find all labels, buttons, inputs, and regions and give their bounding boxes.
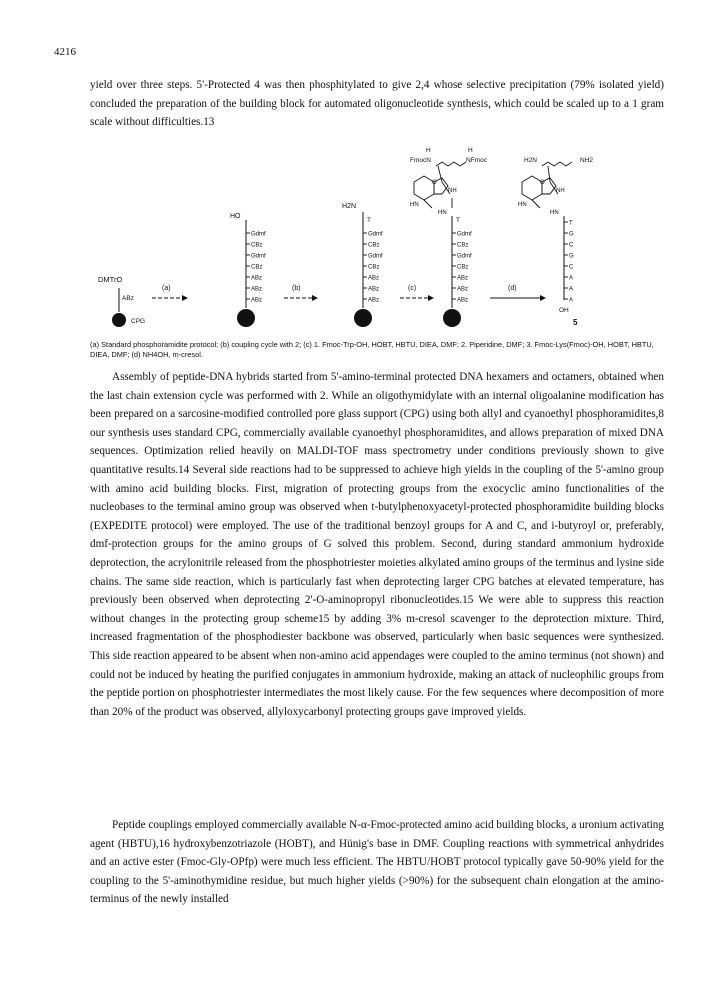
chain3-base-2: Gdmf <box>457 253 472 260</box>
free-peptide-left: H2N <box>524 157 538 164</box>
cpg-bead-3 <box>354 309 372 327</box>
chain2-base-4: ABz <box>368 275 380 282</box>
chain1-base-5: ABz <box>251 286 263 293</box>
free-nh-label: NH <box>556 188 565 194</box>
chain1-top-label: HO <box>230 213 241 220</box>
oligo-chain-3 <box>410 147 488 327</box>
arrow-a <box>152 285 188 301</box>
chain3-base-3: CBz <box>457 264 469 271</box>
final-base-5: A <box>569 275 574 282</box>
chain1-base-4: ABz <box>251 275 263 282</box>
protected-peptide-right: NFmoc <box>466 157 487 164</box>
chain1-base-0: Gdmf <box>251 231 266 238</box>
chain1-base-2: Gdmf <box>251 253 266 260</box>
chain2-base-0: Gdmf <box>368 231 383 238</box>
chain2-base-3: CBz <box>368 264 380 271</box>
oligo-chain-2 <box>342 203 383 327</box>
chain2-base-2: Gdmf <box>368 253 383 260</box>
start-base: ABz <box>122 295 134 302</box>
free-peptide-right: NH2 <box>580 157 594 164</box>
final-oh: OH <box>559 307 569 314</box>
chain3-thymine: T <box>456 217 460 224</box>
free-hn-top: HN <box>518 202 527 208</box>
chain2-base-6: ABz <box>368 297 380 304</box>
final-base-4: C <box>569 264 574 271</box>
final-base-3: G <box>569 253 574 260</box>
start-compound <box>98 275 145 327</box>
reaction-scheme <box>80 142 640 338</box>
oligo-chain-1 <box>230 213 266 327</box>
cpg-bead-1 <box>112 313 126 327</box>
cpg-bead-4 <box>443 309 461 327</box>
protected-peptide-left: FmocN <box>410 157 431 164</box>
protected-hn-top: HN <box>410 202 419 208</box>
protected-peptide-h-right: H <box>468 147 473 154</box>
chain1-base-1: CBz <box>251 242 263 249</box>
chain2-thymine: T <box>367 217 371 224</box>
free-o-label: O <box>540 180 545 186</box>
chain3-base-5: ABz <box>457 286 469 293</box>
arrow-c <box>400 285 434 301</box>
protected-hn-bottom: HN <box>438 210 447 216</box>
chain1-base-6: ABz <box>251 297 263 304</box>
chain2-base-1: CBz <box>368 242 380 249</box>
arrow-d <box>490 285 546 301</box>
step-d-label: (d) <box>508 285 517 292</box>
chain2-base-5: ABz <box>368 286 380 293</box>
compound-number: 5 <box>573 318 578 327</box>
final-base-7: A <box>569 297 574 304</box>
final-base-6: A <box>569 286 574 293</box>
protected-o-label: O <box>432 180 437 186</box>
chain3-base-1: CBz <box>457 242 469 249</box>
intro-paragraph: yield over three steps. 5'-Protected 4 was then phosphitylated to give 2,4 whose selective precipitation (79% isolated yield) concluded the preparation of the building block for automated oligonucleotide synthesis, which could be scaled up to a 1 gram scale without difficulties.13 <box>90 79 664 129</box>
step-b-label: (b) <box>292 285 301 292</box>
step-a-label: (a) <box>162 285 171 292</box>
final-base-1: G <box>569 231 574 238</box>
arrow-b <box>284 285 318 301</box>
scheme-caption: (a) Standard phosphoramidite protocol; (b) coupling cycle with 2; (c) 1. Fmoc-Trp-OH, HOBT, HBTU, DIEA, DMF; 2. Piperidine, DMF; 3. Fmoc-Lys(Fmoc)-OH, HOBT, HBTU, DIEA, DMF; (d) NH4OH, m-cresol. <box>90 340 654 359</box>
body-paragraph-2: Peptide couplings employed commercially available N-α-Fmoc-protected amino acid building blocks, a uronium activating agent (HBTU),16 hydroxybenzotriazole (HOBT), and Hünig's base in DMF. Coupling reactions with symmetrical anhydrides and an active ester (Fmoc-Gly-OPfp) were much less efficient. The HBTU/HOBT protocol typically gave 50-90% yield for the coupling to the 5'-aminothymidine residue, but much higher yields (>90%) for the subsequent chain elongation at the amino-terminus of the newly installed <box>90 819 664 906</box>
page-number: 4216 <box>54 46 76 58</box>
final-product <box>518 157 593 327</box>
chain2-top-label: H2N <box>342 203 357 210</box>
final-base-0: T <box>569 220 573 227</box>
final-base-2: C <box>569 242 574 249</box>
chain3-base-6: ABz <box>457 297 469 304</box>
protected-peptide-h-left: H <box>426 147 431 154</box>
chain3-base-0: Gdmf <box>457 231 472 238</box>
start-label: DMTrO <box>98 275 123 284</box>
cpg-bead-2 <box>237 309 255 327</box>
cpg-label: CPG <box>131 318 146 325</box>
body-paragraph-1: Assembly of peptide-DNA hybrids started from 5'-amino-terminal protected DNA hexamers and octamers, obtained when the last chain extension cycle was performed with 2. While an oligothymidylate with an internal oligoalanine modification has been prepared on a sarcosine-modified controlled pore glass support (CPG) using both allyl and cyanoethyl phosphoramidites,8 our synthesis uses standard CPG, commercially available cyanoethyl phosphoramidites, and allows preparation of mixed DNA sequences. Optimization relied heavily on MALDI-TOF mass spectrometry under conditions previously shown to give quantitative results.14 Several side reactions had to be suppressed to achieve high yields in the coupling of the 5'-amino group with amino acid building blocks. First, migration of protecting groups from the exocyclic amino functionalities of the nucleobases to the terminal amino group was observed when t-butylphenoxyacetyl-protected phosphoramidite building blocks (EXPEDITE protocol) were employed. The use of the traditional benzoyl groups for A and C, and i-butyroyl or, preferably, dmf-protection groups for the amino groups of G solved this problem. Second, during standard ammonium hydroxide deprotection, the acrylonitrile released from the phosphotriester moieties alkylated amino groups of the terminus and lysine side chains. The same side reaction, which is particularly fast when deprotecting larger CPG batches at elevated temperature, has previously been observed when deprotecting 2'-O-aminopropyl ribonucleotides.15 We were able to suppress this reaction without changes in the protecting group scheme15 by adding 3% m-cresol scavenger to the deprotection mixture. Third, increased fragmentation of the phosphodiester backbone was observed, particularly when basic sequences were synthesized. This side reaction appeared to be absent when non-amino acid appendages were coupled to the amino terminus (not shown) and could not be induced by heating the purified conjugates in ammonium hydroxide, making an attack of nucleophilic groups from the peptide portion on phosphotriester intermediates the most likely cause. For the few sequences where decomposition of more than 20% of the product was observed, allyloxycarbonyl protecting groups gave improved yields. <box>90 371 664 718</box>
step-c-label: (c) <box>408 285 417 292</box>
protected-nh-label: NH <box>448 188 457 194</box>
chain3-base-4: ABz <box>457 275 469 282</box>
free-hn-bottom: HN <box>550 210 559 216</box>
chain1-base-3: CBz <box>251 264 263 271</box>
